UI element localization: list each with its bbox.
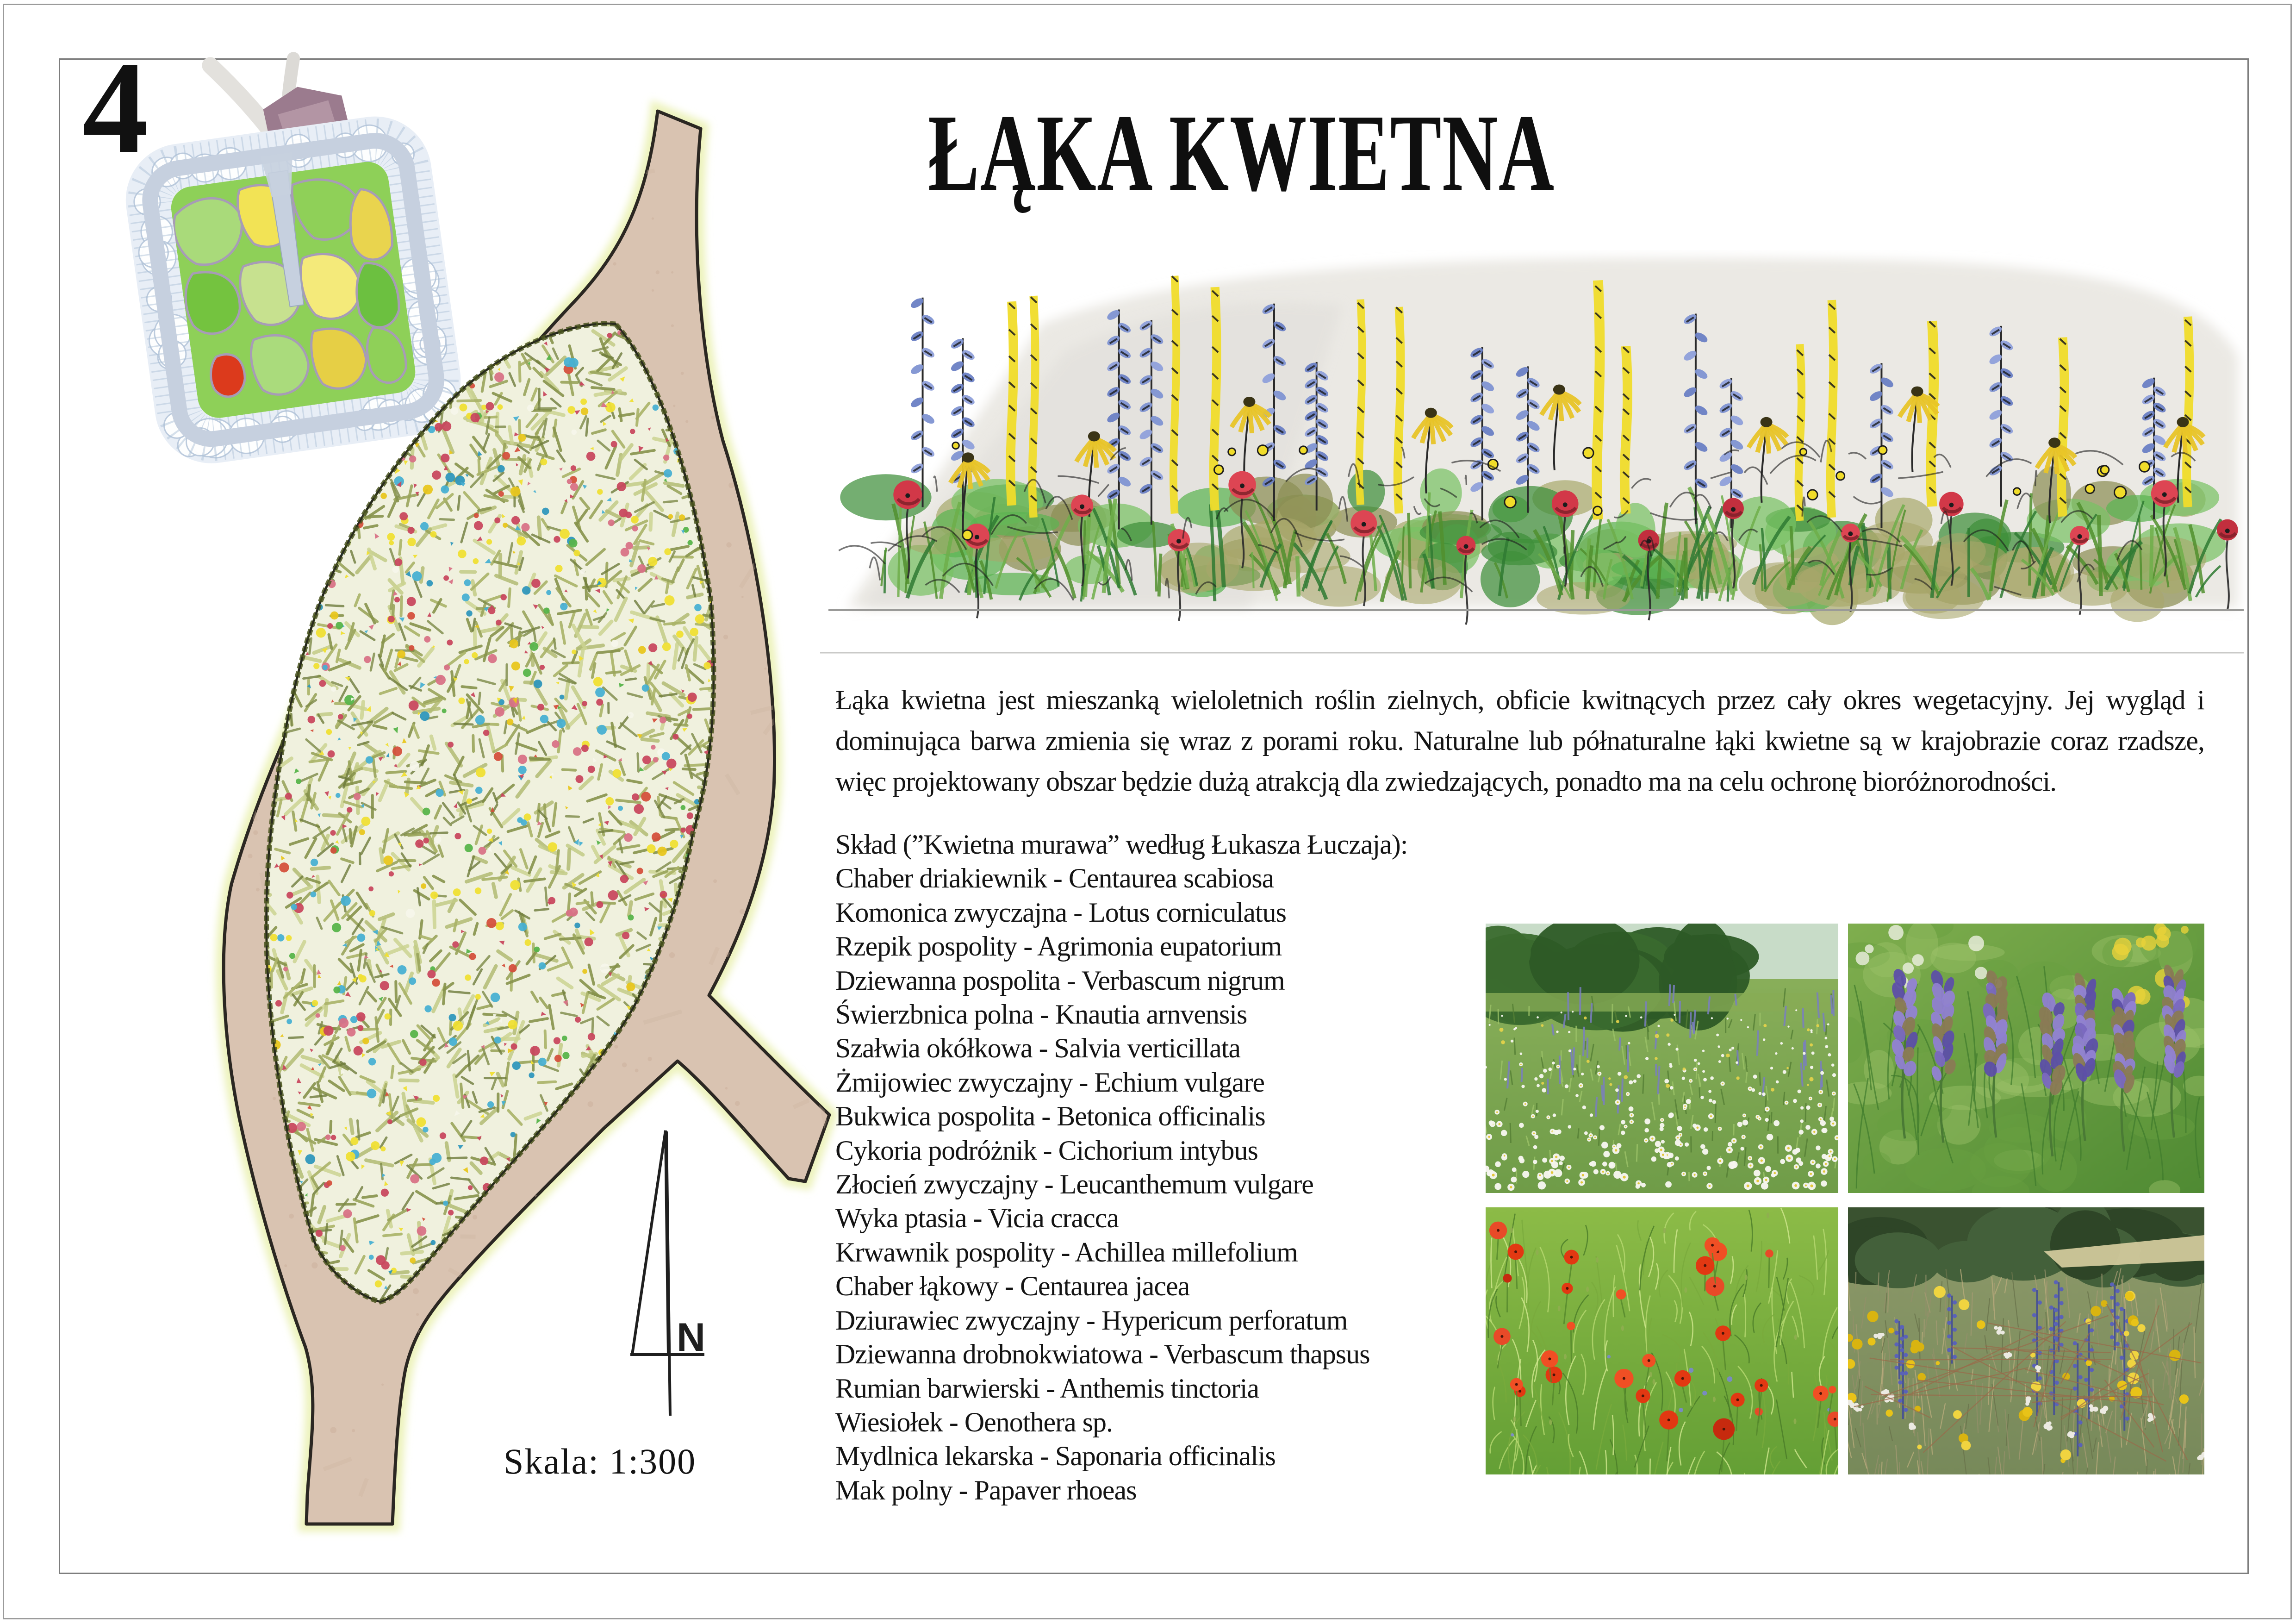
species-item: Mydlnica lekarska - Saponaria officinalis: [835, 1441, 1276, 1472]
species-item: Świerzbnica polna - Knautia arnvensis: [835, 999, 1247, 1030]
north-arrow-triangle: [632, 1131, 668, 1355]
dry-meadow-wildflowers-photo: [1848, 1207, 2204, 1474]
species-item: Dziurawiec zwyczajny - Hypericum perforatum: [835, 1305, 1348, 1336]
species-item: Krwawnik pospolity - Achillea millefolium: [835, 1237, 1298, 1268]
species-item: Mak polny - Papaver rhoeas: [835, 1474, 1137, 1505]
species-list: [835, 828, 1493, 1507]
scale-label: Skala: 1:300: [504, 1441, 697, 1481]
north-arrow-shaft: [666, 1131, 670, 1416]
species-item: Rumian barwierski - Anthemis tinctoria: [835, 1373, 1259, 1404]
intro-paragraph: Łąka kwietna jest mieszanką wieloletnich roślin zielnych, obficie kwitnących przez cały okres wegetacyjny. Jej wygląd i dominująca barwa zmienia się wraz z porami roku. Naturalne lub półnaturalne łąki kwietne są w krajobrazie coraz rzadsze, więc projektowany obszar będzie dużą atrakcją dla zwiedzających, ponadto ma na celu ochronę bioróżnorodności.: [835, 685, 2204, 797]
photo-image: [1848, 1207, 2204, 1474]
species-item: Żmijowiec zwyczajny - Echium vulgare: [835, 1067, 1264, 1098]
species-item: Dziewanna pospolita - Verbascum nigrum: [835, 965, 1285, 996]
species-item: Szałwia okółkowa - Salvia verticillata: [835, 1033, 1241, 1064]
species-item: Chaber łąkowy - Centaurea jacea: [835, 1271, 1190, 1302]
species-item: Dziewanna drobnokwiatowa - Verbascum thapsus: [835, 1339, 1370, 1370]
meadow-elevation-sketch: [815, 250, 2254, 690]
photo-image: [1848, 924, 2204, 1193]
species-item: Wiesiołek - Oenothera sp.: [835, 1406, 1113, 1437]
meadow-with-daisies-photo: [1486, 924, 1838, 1193]
photo-image: [1486, 924, 1838, 1193]
species-item: Chaber driakiewnik - Centaurea scabiosa: [835, 863, 1274, 894]
species-item: Cykoria podróżnik - Cichorium intybus: [835, 1135, 1258, 1166]
north-label: N: [677, 1315, 706, 1360]
species-item: Rzepik pospolity - Agrimonia eupatorium: [835, 931, 1282, 962]
species-list-header: Skład (”Kwietna murawa” według Łukasza Łuczaja):: [835, 829, 1408, 860]
species-item: Komonica zwyczajna - Lotus corniculatus: [835, 897, 1286, 928]
species-item: Wyka ptasia - Vicia cracca: [835, 1203, 1119, 1234]
poppy-field-photo: [1486, 1207, 1838, 1474]
tufted-vetch-closeup-photo: [1848, 924, 2204, 1193]
page-number: 4: [82, 34, 149, 181]
north-arrow: [620, 1120, 759, 1435]
species-item: Złocień zwyczajny - Leucanthemum vulgare: [835, 1169, 1313, 1200]
photo-image: [1486, 1207, 1838, 1474]
species-item: Bukwica pospolita - Betonica officinalis: [835, 1101, 1265, 1132]
page-title: ŁĄKA KWIETNA: [928, 92, 1555, 214]
